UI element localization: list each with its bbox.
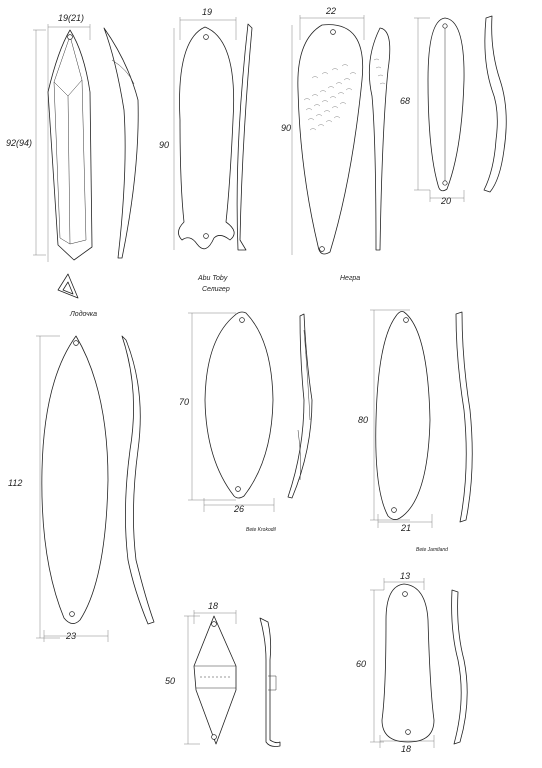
bete-jamtland-side-profile xyxy=(456,312,472,522)
spoon-112-width-label: 23 xyxy=(66,631,77,641)
lure-bete-jamtland xyxy=(358,310,472,553)
bete-jamtland-outline xyxy=(376,312,430,520)
abu-toby-width-label: 19 xyxy=(202,7,213,17)
bete-krokodil-side-profile xyxy=(288,314,312,498)
lodochka-length-label: 92(94) xyxy=(6,138,33,148)
lodochka-side-profile xyxy=(104,28,138,258)
abu-toby-name-1: Abu Toby xyxy=(198,275,228,282)
bete-krokodil-outline xyxy=(205,312,273,498)
bete-jamtland-length-label: 80 xyxy=(358,415,369,425)
negra-outline xyxy=(298,25,363,254)
abu-toby-name-2: Селигер xyxy=(202,286,230,293)
spoon-112-length-label: 112 xyxy=(8,478,23,488)
diamond-50-outline xyxy=(194,616,236,744)
lure-spoon-112 xyxy=(8,336,154,642)
bete-krokodil-length-label: 70 xyxy=(179,397,190,407)
spoon-60-top-width-label: 13 xyxy=(400,571,411,581)
negra-scale-pattern xyxy=(304,65,356,131)
lure-spoon-60 xyxy=(356,571,467,754)
spoon-68-outline xyxy=(428,18,464,191)
spoon-60-length-label: 60 xyxy=(356,659,367,669)
lodochka-name: Лодочка xyxy=(70,311,97,318)
negra-length-label: 90 xyxy=(281,123,292,133)
negra-width-label: 22 xyxy=(326,6,337,16)
spoon-112-side-profile xyxy=(122,336,154,624)
lodochka-width-label: 19(21) xyxy=(58,13,85,23)
bete-jamtland-width-label: 21 xyxy=(401,523,412,533)
diamond-50-width-label: 18 xyxy=(208,601,219,611)
lure-bete-krokodil xyxy=(179,312,312,533)
lure-lodochka xyxy=(6,13,138,318)
abu-toby-outline xyxy=(178,27,234,249)
lure-negra xyxy=(281,6,390,282)
negra-name: Негра xyxy=(340,275,361,282)
spoon-68-width-label: 20 xyxy=(441,196,452,206)
diamond-50-length-label: 50 xyxy=(165,676,176,686)
abu-toby-side-profile xyxy=(237,24,252,250)
lure-spoon-68 xyxy=(400,16,506,206)
bete-krokodil-name: Bete Krokodil xyxy=(246,527,276,533)
bete-jamtland-name: Bete Jamtland xyxy=(416,547,448,553)
spoon-60-outline xyxy=(382,584,434,742)
bete-krokodil-width-label: 26 xyxy=(234,504,245,514)
lure-diamond-50 xyxy=(165,601,280,747)
spoon-60-bottom-width-label: 18 xyxy=(401,744,412,754)
abu-toby-length-label: 90 xyxy=(159,140,170,150)
spoon-68-side-profile xyxy=(484,16,506,192)
diamond-50-side-profile xyxy=(260,618,280,747)
spoon-112-outline xyxy=(42,336,108,624)
negra-side-profile xyxy=(369,28,389,250)
spoon-60-side-profile xyxy=(452,590,468,744)
spoon-68-length-label: 68 xyxy=(400,96,411,106)
lure-abu-toby xyxy=(159,7,252,293)
